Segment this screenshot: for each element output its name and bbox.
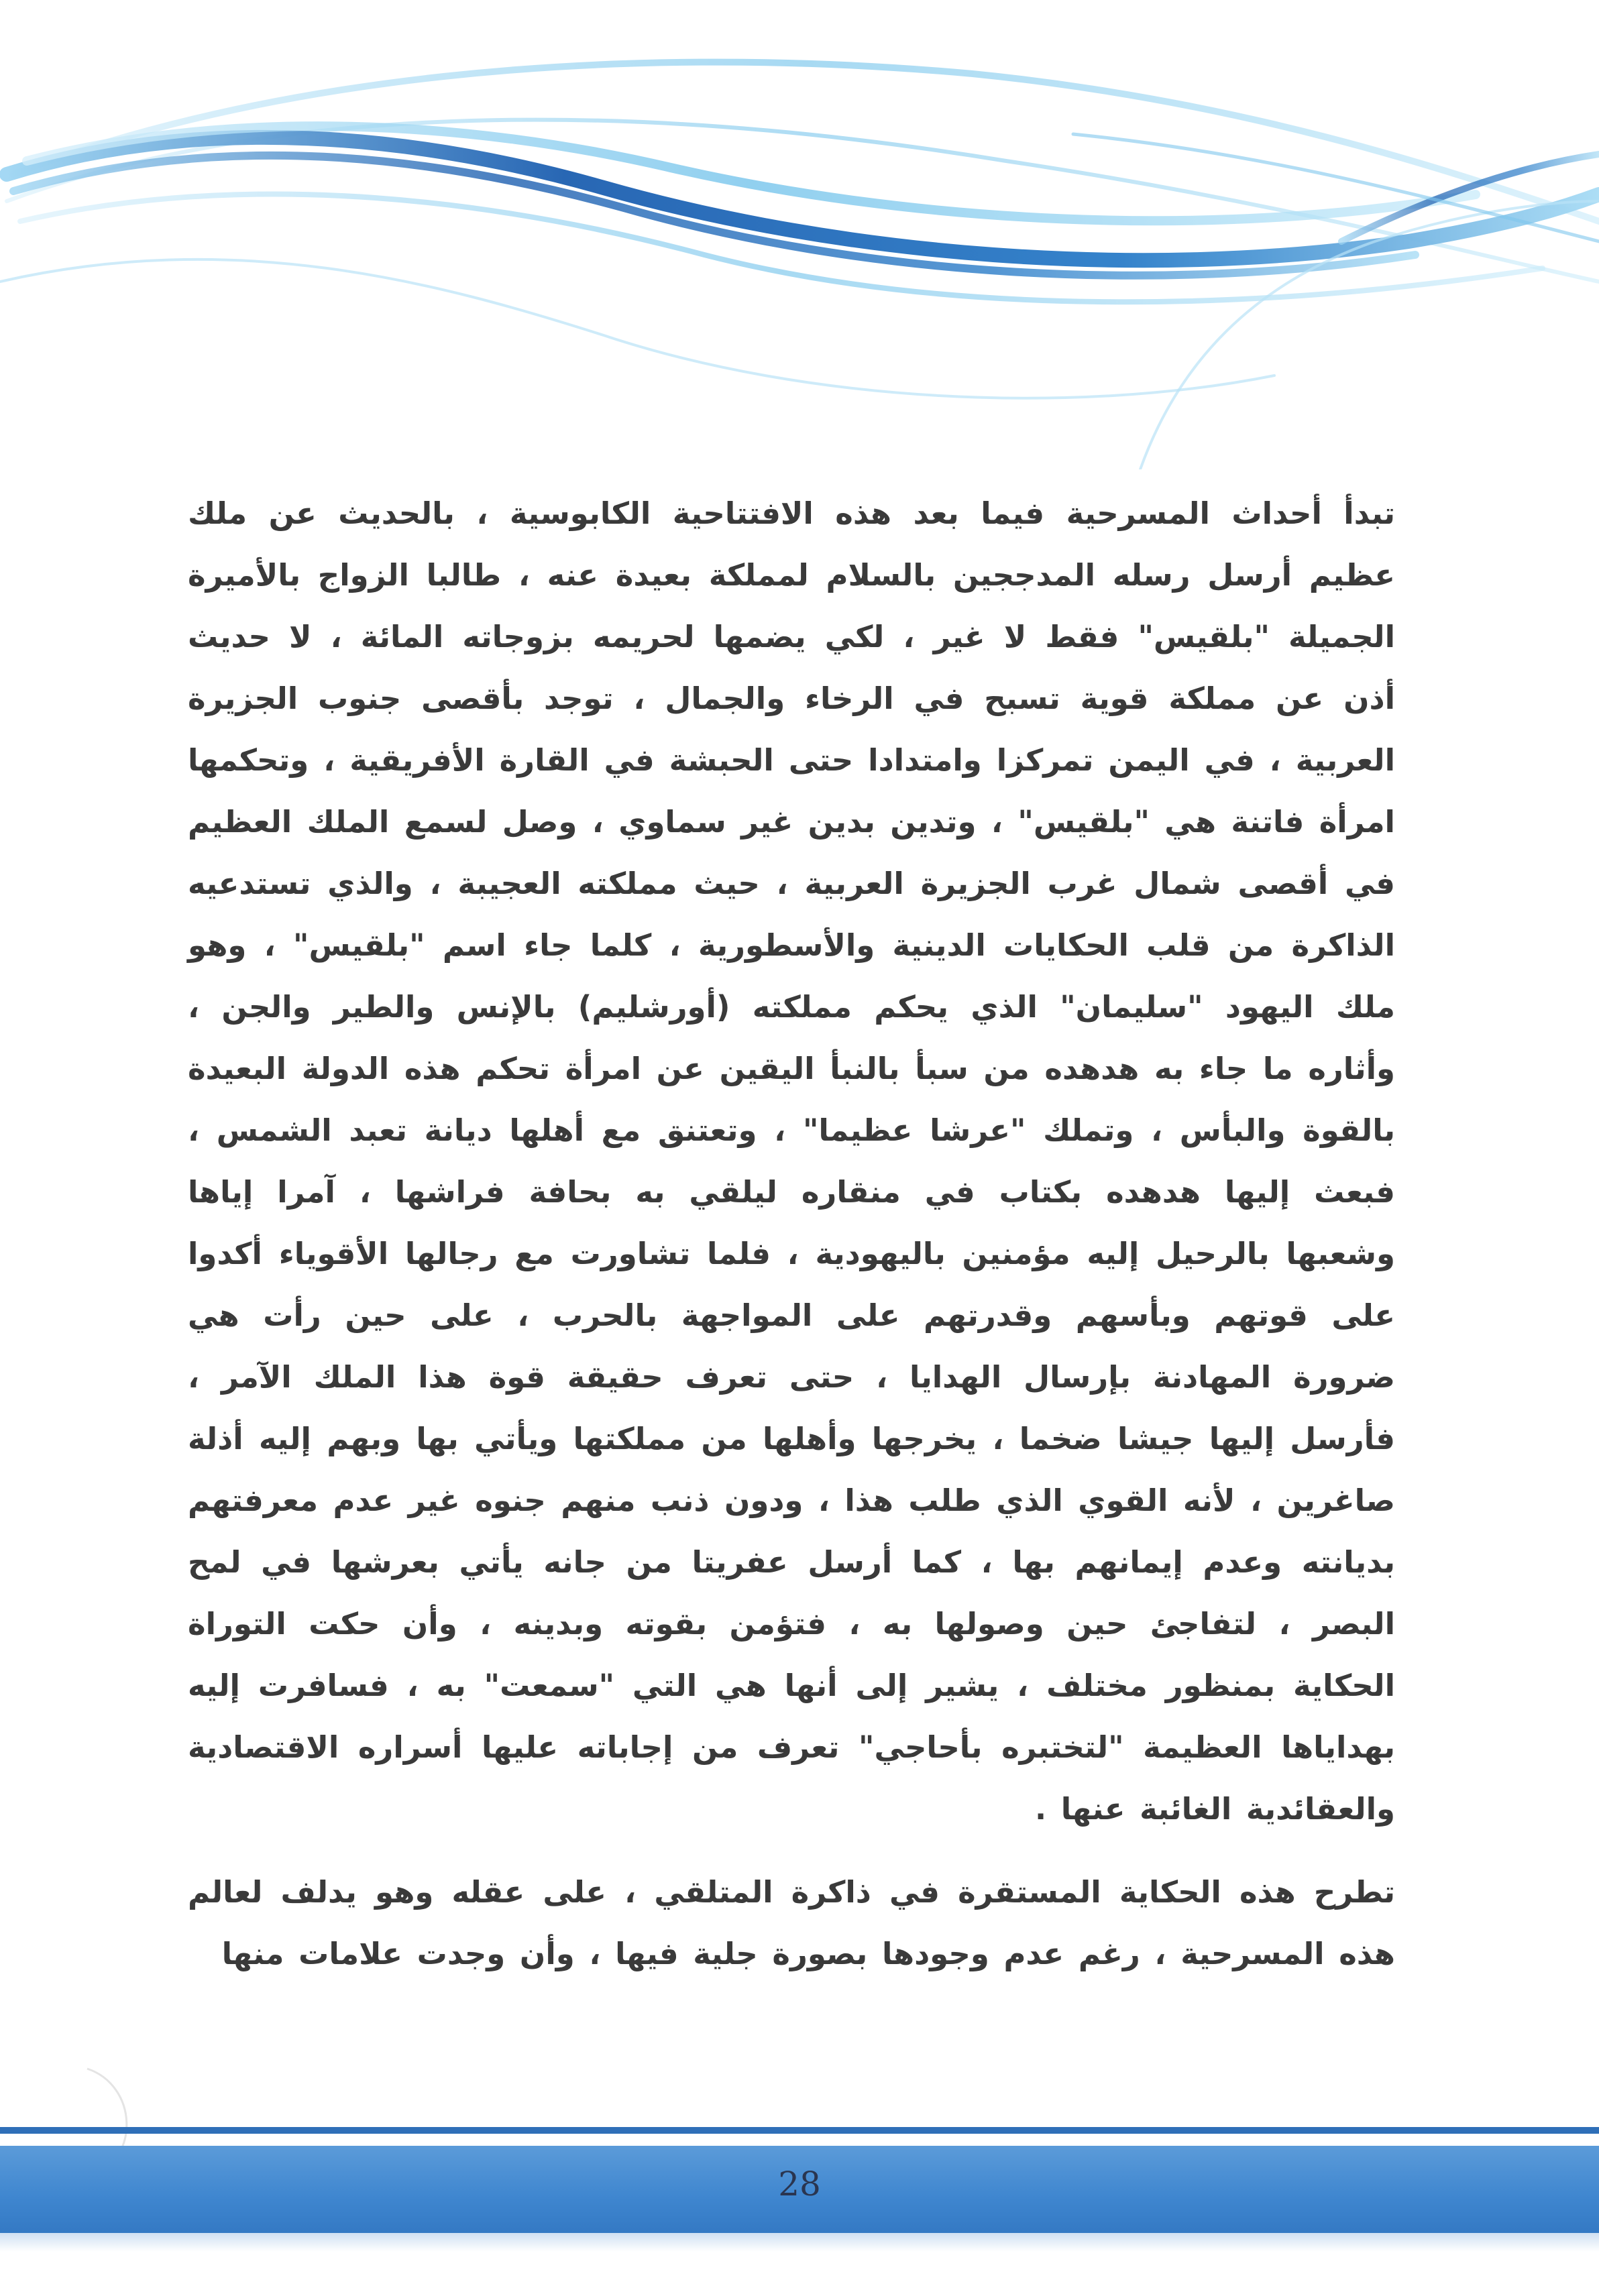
body-paragraph: تطرح هذه الحكاية المستقرة في ذاكرة المتلقي ، على عقله وهو يدلف لعالم هذه المسرحية ، رغم عدم وجودها بصورة جلية فيها ، وأن وجدت علامات منها xyxy=(188,1874,1395,1971)
footer-bar-shadow xyxy=(0,2233,1599,2252)
footer-rule xyxy=(0,2127,1599,2134)
body-paragraph: تبدأ أحداث المسرحية فيما بعد هذه الافتتاحية الكابوسية ، بالحديث عن ملك عظيم أرسل رسله المدججين بالسلام لمملكة بعيدة عنه ، طالبا الزواج بالأميرة الجميلة "بلقيس" فقط لا غير ، لكي يضمها لحريمه بزوجاته المائة ، لا حديث أذن عن مملكة قوية تسبح في الرخاء والجمال ، توجد بأقصى جنوب الجزيرة العربية ، في اليمن تمركزا وامتدادا حتى الحبشة في القارة الأفريقية ، وتحكمها امرأة فاتنة هي "بلقيس" ، وتدين بدين غير سماوي ، وصل لسمع الملك العظيم في أقصى شمال غرب الجزيرة العربية ، حيث مملكته العجيبة ، والذي تستدعيه الذاكرة من قلب الحكايات الدينية والأسطورية ، كلما جاء اسم "بلقيس" ، وهو ملك اليهود "سليمان" الذي يحكم مملكته (أورشليم) بالإنس والطير والجن ، وأثاره ما جاء به هدهده من سبأ بالنبأ اليقين عن امرأة تحكم هذه الدولة البعيدة بالقوة والبأس ، وتملك "عرشا عظيما" ، وتعتنق مع أهلها ديانة تعبد الشمس ، فبعث إليها هدهده بكتاب في منقاره ليلقي به بحافة فراشها ، آمرا إياها وشعبها بالرحيل إليه مؤمنين باليهودية ، فلما تشاورت مع رجالها الأقوياء أكدوا على قوتهم وبأسهم وقدرتهم على المواجهة بالحرب ، على حين رأت هي ضرورة المهادنة بإرسال الهدايا ، حتى تعرف حقيقة قوة هذا الملك الآمر ، فأرسل إليها جيشا ضخما ، يخرجها وأهلها من مملكتها ويأتي بها وبهم إليه أذلة صاغرين ، لأنه القوي الذي طلب هذا ، ودون ذنب منهم جنوه غير عدم معرفتهم بديانته وعدم إيمانهم بها ، كما أرسل عفريتا من جانه يأتي بعرشها في لمح البصر ، لتفاجئ حين وصولها به ، فتؤمن بقوته وبدينه ، وأن حكت التوراة الحكاية بمنظور مختلف ، يشير إلى أنها هي التي "سمعت" به ، فسافرت إليه بهداياها العظيمة "لتختبره بأحاجي" تعرف من إجاباته عليها أسراره الاقتصادية والعقائدية الغائبة عنها . xyxy=(188,496,1395,1827)
header-wave-decoration xyxy=(0,0,1599,469)
article-body xyxy=(188,483,1395,1985)
page-number: 28 xyxy=(778,2165,821,2203)
